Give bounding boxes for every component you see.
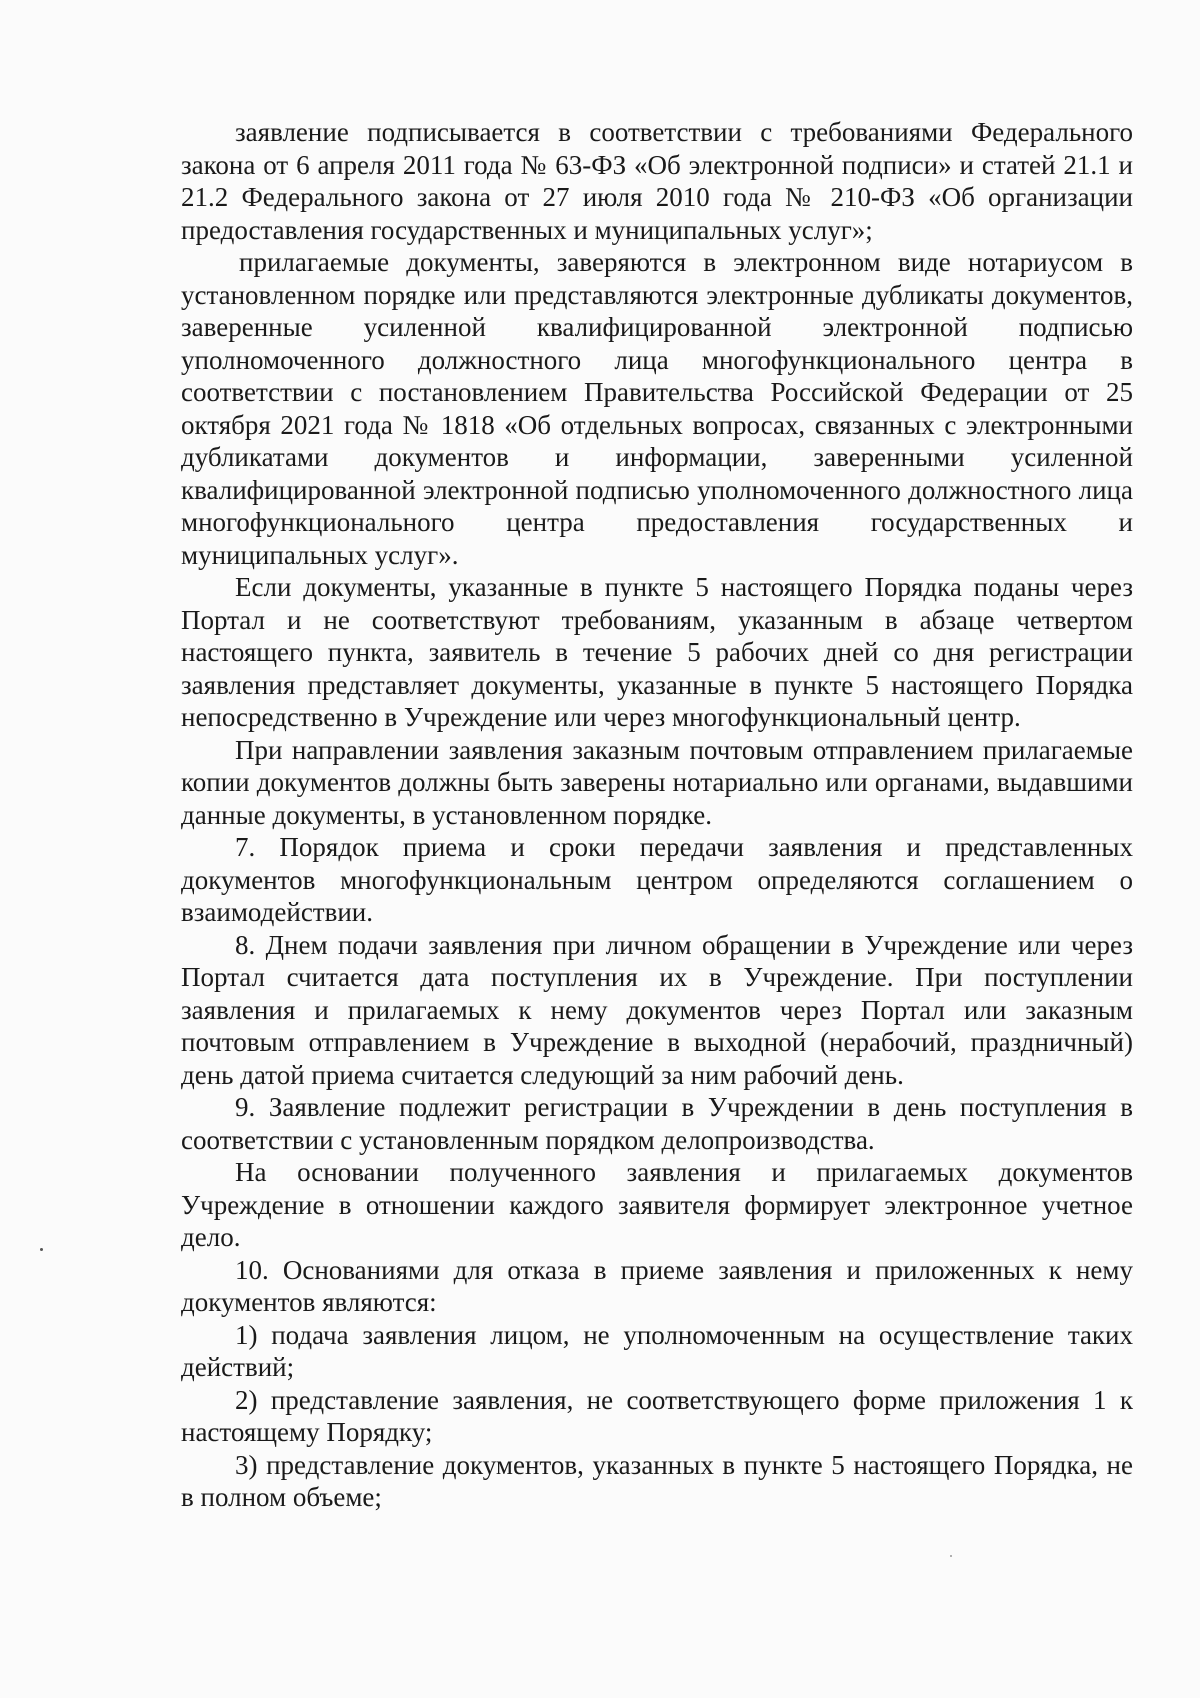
paragraph-item-7: 7. Порядок приема и сроки передачи заявления и представленных документов многофункциональным центром определяются соглашением о взаимодействии. xyxy=(181,832,1133,927)
list-item-1: 1) подача заявления лицом, не уполномоченным на осуществление таких действий; xyxy=(181,1319,1133,1382)
scan-speck xyxy=(40,1248,43,1251)
paragraph-item-10: 10. Основаниями для отказа в приеме заявления и приложенных к нему документов являются: xyxy=(181,1254,1133,1317)
scan-speck xyxy=(950,1555,952,1557)
paragraph-attached-documents: прилагаемые документы, заверяются в электронном виде нотариусом в установленном порядке или представляются электронные дубликаты документов, заверенные усиленной квалифицированной электронной подписью уполномоченного должностного лица многофункционального центра в соответствии с постановлением Правительства Российской Федерации от 25 октября 2021 года № 1818 «Об отдельных вопросах, связанных с электронными дубликатами документов и информации, заверенными усиленной квалифицированной электронной подписью уполномоченного должностного лица многофункционального центра предоставления государственных и муниципальных услуг». xyxy=(181,247,1133,570)
paragraph-portal-submission: Если документы, указанные в пункте 5 настоящего Порядка поданы через Портал и не соответствуют требованиям, указанным в абзаце четвертом настоящего пункта, заявитель в течение 5 рабочих дней со дня регистрации заявления представляет документы, указанные в пункте 5 настоящего Порядка непосредственно в Учреждение или через многофункциональный центр. xyxy=(181,572,1133,732)
list-item-3: 3) представление документов, указанных в пункте 5 настоящего Порядка, не в полном объеме; xyxy=(181,1449,1133,1512)
paragraph-item-9: 9. Заявление подлежит регистрации в Учреждении в день поступления в соответствии с установленным порядком делопроизводства. xyxy=(181,1092,1133,1155)
paragraph-postal-submission: При направлении заявления заказным почтовым отправлением прилагаемые копии документов должны быть заверены нотариально или органами, выдавшими данные документы, в установленном порядке. xyxy=(181,734,1133,830)
paragraph-item-8: 8. Днем подачи заявления при личном обращении в Учреждение или через Портал считается дата поступления их в Учреждение. При поступлении заявления и прилагаемых к нему документов через Портал или заказным почтовым отправлением в Учреждение в выходной (нерабочий, праздничный) день датой приема считается следующий за ним рабочий день. xyxy=(181,929,1133,1090)
paragraph-electronic-file: На основании полученного заявления и прилагаемых документов Учреждение в отношении каждого заявителя формирует электронное учетное дело. xyxy=(181,1157,1133,1252)
document-body xyxy=(181,116,1133,1514)
list-item-2: 2) представление заявления, не соответствующего форме приложения 1 к настоящему Порядку; xyxy=(181,1384,1133,1447)
paragraph-signature-requirements: заявление подписывается в соответствии с требованиями Федерального закона от 6 апреля 2011 года № 63-ФЗ «Об электронной подписи» и статей 21.1 и 21.2 Федерального закона от 27 июля 2010 года № 210-ФЗ «Об организации предоставления государственных и муниципальных услуг»; xyxy=(181,117,1133,245)
